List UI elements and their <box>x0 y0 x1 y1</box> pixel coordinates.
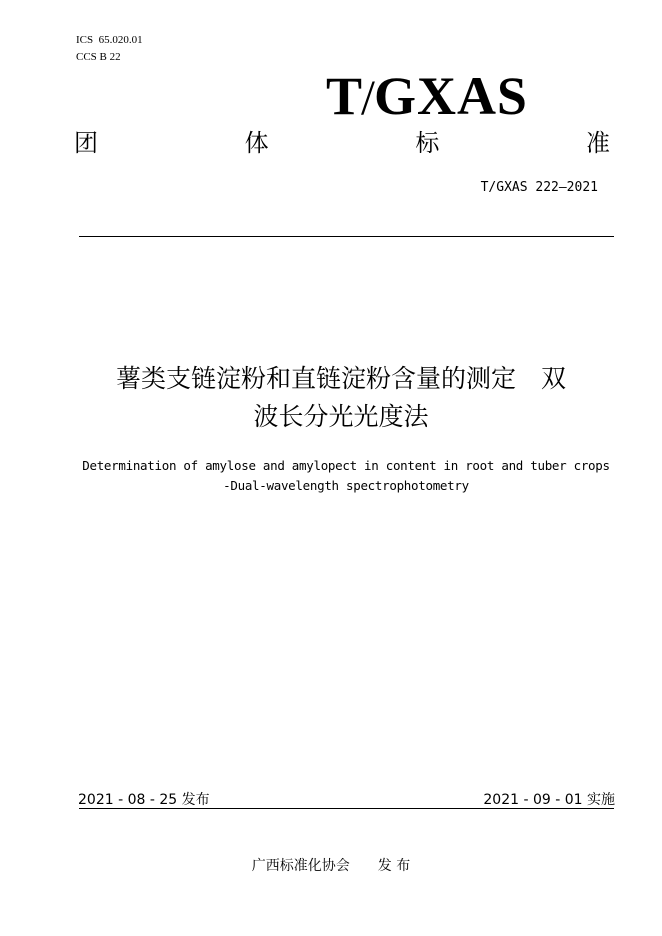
standard-type-char: 标 <box>415 129 440 157</box>
standard-type-char: 团 <box>74 129 98 157</box>
implementation-date: 2021 - 09 - 01 实施 <box>483 792 615 808</box>
standard-number: T/GXAS 222—2021 <box>480 180 598 195</box>
standard-type-char: 体 <box>244 129 269 157</box>
classification-codes <box>76 32 143 66</box>
logo-prefix: T <box>326 66 364 126</box>
chinese-title <box>60 360 622 436</box>
english-title-line: Determination of amylose and amylopect in content in root and tuber crops <box>82 458 610 473</box>
chinese-title-line: 波长分光光度法 <box>253 402 429 431</box>
chinese-title-line: 薯类支链淀粉和直链淀粉含量的测定 双 <box>115 364 566 393</box>
standard-type-heading <box>74 126 610 160</box>
publisher: 广西标准化协会 发 布 <box>251 858 411 874</box>
footer-divider <box>79 808 614 809</box>
ccs-code: CCS B 22 <box>76 51 121 63</box>
logo-suffix: GXAS <box>373 66 528 126</box>
english-title <box>40 456 652 496</box>
english-title-line: -Dual-wavelength spectrophotometry <box>223 478 469 493</box>
issue-date: 2021 - 08 - 25 发布 <box>78 792 210 808</box>
logo-slash: / <box>361 69 376 125</box>
header-divider <box>79 236 614 237</box>
standard-type-char: 准 <box>585 129 610 157</box>
ics-code: ICS 65.020.01 <box>76 34 143 46</box>
standard-logo <box>326 66 528 127</box>
